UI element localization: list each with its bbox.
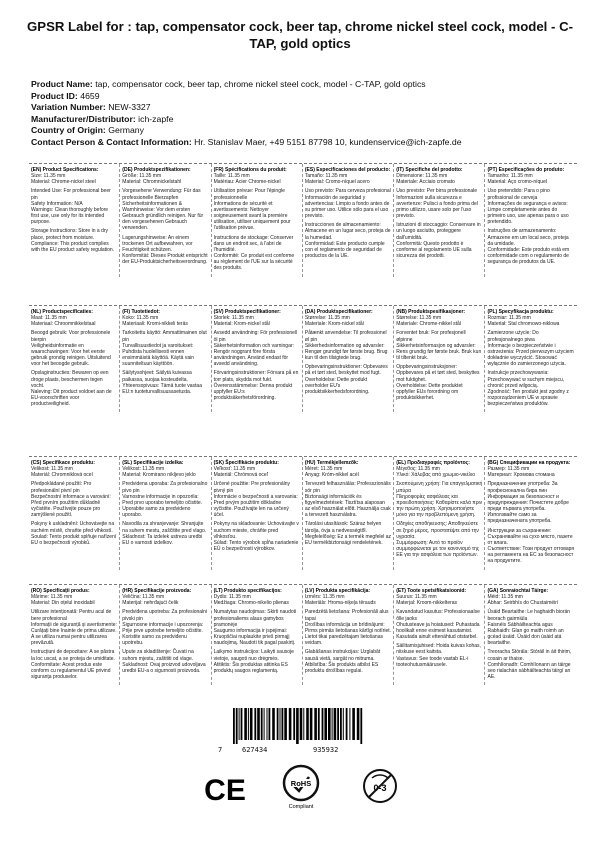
language-heading: (HU) Termékjellemzők: — [304, 460, 359, 466]
language-heading: (DE) Produktspezifikationen: — [122, 167, 191, 173]
language-heading: (DA) Produktspecifikationer: — [304, 309, 373, 315]
spec-paragraph: Velikost: 11.35 mm Material: Kromirano nikljevo jeklo — [122, 466, 196, 479]
info-row — [31, 102, 576, 114]
language-heading: (PL) Specyfikacja produktu: — [487, 309, 554, 315]
barcode-bar — [280, 708, 281, 740]
spec-paragraph: Uso previsto: Para cerveza profesional Información de seguridad y advertencias: Limpio a fondo antes de su primer uso. Utilice sólo para el uso previsto. — [304, 188, 391, 220]
info-label: Product ID: — [31, 90, 78, 101]
barcode-bar — [349, 708, 350, 740]
spec-paragraph: Uso previsto: Per birra professionale Informazioni sulla sicurezza e avvertenze: Pulisci a fondo prima del primo utilizzo, usare solo per l'uso previsto. — [396, 188, 478, 220]
barcode-bar — [236, 708, 238, 744]
spec-paragraph: Maat: 11.35 mm Materiaal: Chroomnikkelstaal — [31, 315, 96, 328]
spec-paragraph: Laikymo instrukcijos: Laikyti sausoje vietoje, saugoti nuo drėgmės. Atitiktis: Šis produktas atitinka ES produktų saugos reglamentą. — [213, 649, 294, 674]
spec-paragraph: Pokyny na skladovanie: Uchovávajte v suchom mieste, chráňte pred vlhkosťou. Súlad: Tento výrobok spĺňa nariadenie EÚ o bezpečnosti výrobkov. — [213, 521, 299, 553]
spec-paragraph: Størrelse: 11.35 mm Materiale: Chrome-nikkel stål — [396, 315, 461, 328]
spec-paragraph: Säilytysohjeet: Säilytä kuivassa paikassa, suojaa kosteudelta. Yhteensopivuus: Tämä tuote vastaa EU:n tuoteturvallisuusasetusta. — [122, 370, 202, 395]
info-label: Manufacturer/Distributor: — [31, 113, 136, 124]
barcode-bar — [244, 708, 247, 740]
barcode-bar — [314, 708, 317, 740]
language-spec-block — [212, 164, 303, 277]
barcode-bar — [269, 708, 271, 740]
barcode-bar — [346, 708, 348, 740]
spec-paragraph: Tárolási utasítások: Száraz helyen tárolja, óvja a nedvességtől. Megfelelőség: Ez a termék megfelel az EU termékbiztonsági rendeletének. — [304, 521, 392, 546]
spec-paragraph: Určené použitie: Pre profesionálny pivný pin Informácie o bezpečnosti a varovania: Pred prvým použitím dôkladne vyčistite. Používajte len na určený účel. — [213, 481, 298, 519]
barcode-bar — [328, 708, 331, 740]
barcode-bar — [310, 708, 313, 740]
language-heading: (PT) Especificações do produto: — [487, 167, 565, 173]
barcode-bar — [324, 708, 327, 740]
barcode-bar — [332, 708, 333, 740]
info-label: Country of Origin: — [31, 125, 106, 136]
language-heading: (SV) Produktspecifikationer: — [213, 309, 281, 315]
spec-paragraph: Storage Instructions: Store in a dry place, protect from moisture. Compliance: This product complies with the EU product safety regulation. — [31, 228, 115, 253]
language-heading: (LT) Produkto specifikacijos: — [213, 588, 282, 594]
spec-paragraph: Utilizare intenționată: Pentru acul de bere profesional Informații de siguranță și avertismente: Curățați bine înainte de prima utilizare. A se utiliza numai pentru utilizarea prevăzută. — [31, 609, 117, 647]
ce-mark-text: CE — [204, 774, 246, 804]
spec-paragraph: Istruzioni di stoccaggio: Conservare in un luogo asciutto, proteggere dall'umidità. Conformità: Questo prodotto è conforme al regolamento UE sulla sicurezza dei prodotti. — [396, 222, 481, 260]
language-heading: (SK) Špecifikácie produktu: — [213, 460, 279, 466]
language-spec-block — [394, 164, 485, 277]
spec-paragraph: Pokyny k uskladnění: Uchovávejte na suchém místě, chraňte před vlhkostí. Soulad: Tento produkt splňuje nařízení EU o bezpečnosti výrobků. — [31, 521, 117, 546]
barcode-bar — [340, 708, 342, 740]
language-heading: (EN) Product Specifications: — [31, 167, 99, 173]
language-spec-block — [303, 585, 394, 685]
barcode-bar — [250, 708, 253, 740]
info-value: Germany — [108, 125, 144, 136]
age-range-text: 0-3 — [373, 783, 387, 793]
barcode-bar — [296, 708, 299, 744]
spec-paragraph: Suurus: 11.35 mm Materjal: Kroom-nikkelteras — [396, 594, 458, 607]
barcode-left-digits: 627434 — [242, 746, 268, 754]
spec-paragraph: Veličina: 11.35 mm Materijal: nehrđajući čelik — [122, 594, 179, 607]
info-value: 4659 — [80, 90, 100, 101]
language-spec-block — [29, 457, 120, 570]
spec-paragraph: Rozmiar: 11.35 mm Materiał: Stal chromowo-niklowa — [487, 315, 560, 328]
barcode-bar — [254, 708, 256, 740]
language-spec-block — [29, 164, 120, 277]
info-row — [31, 114, 576, 126]
spec-paragraph: Förvaringsinstruktioner: Förvara på en torr plats, skydda mot fukt. Överensstämmelse: Denna produkt uppfyller EU:s produktsäkerhetsförordning. — [213, 370, 299, 402]
spec-paragraph: Uso pretendido: Para o pino profissional de cerveja Informações de segurança e avisos: Limpe completamente antes do primeiro uso, use apenas para o uso pretendido. — [487, 188, 569, 226]
language-heading: (LV) Produkta specifikācija: — [304, 588, 371, 594]
language-heading: (ET) Toote spetsifikatsioonid: — [396, 588, 467, 594]
barcode-bar — [267, 708, 268, 740]
language-heading: (BG) Спецификации на продукта: — [487, 460, 571, 466]
spec-paragraph: Utilisation prévue: Pour l'épingle professionnelle Informations de sécurité et avertissements: Nettoyer soigneusement avant la première utilisation, utiliser uniquement pour l'utilisation prévue. — [213, 188, 291, 232]
barcode-bar — [233, 708, 235, 744]
spec-paragraph: Dimensione: 11.35 mm Materiale: Acciaio cromato — [396, 173, 455, 186]
spec-paragraph: Instruções de armazenamento: Armazene em um local seco, proteja da umidade. Conformidade: Este produto está em conformidade com o regulamento de segurança de produtos da UE. — [487, 228, 570, 266]
barcode-bar — [343, 708, 344, 740]
spec-paragraph: Dydis: 11.35 mm Medžiaga: Chromo-nikelio plienas — [213, 594, 289, 607]
spec-paragraph: Größe: 11.35 mm Material: Chromnickelstahl — [122, 173, 182, 186]
barcode-bar — [357, 708, 360, 740]
spec-paragraph: Tervezett felhasználás: Professzionális sör pin Biztonsági információk és figyelmeztetések: Tisztítsa alaposan az első használat előtt. Használja csak a tervezett használatra. — [304, 481, 391, 519]
spec-paragraph: Størrelse: 11.35 mm Materiale: Krom-nickel stål — [304, 315, 364, 328]
spec-paragraph: Tamanho: 11.35 mm Material: Aço cromo-níquel — [487, 173, 547, 186]
language-spec-block — [212, 306, 303, 412]
spec-paragraph: Kavandatud kasutus: Professionaalse õlle jaoks Ohutusteave ja hoiatused: Puhastada hoolikalt enne esimest kasutamist. Kasutada ainult ettenähtud otstarbel. — [396, 609, 480, 641]
language-heading: (NL) Productspecificaties: — [31, 309, 93, 315]
language-heading: (EL) Προδιαγραφές προϊόντος: — [396, 460, 470, 466]
barcode-bar — [277, 708, 279, 740]
info-value: tap, compensator cock, beer tap, chrome nickel steel cock, model - C-TAP, gold optics — [95, 79, 426, 89]
product-info-block — [31, 79, 576, 149]
language-heading: (NB) Produktspesifikasjoner: — [396, 309, 466, 315]
language-spec-block — [394, 306, 485, 412]
spec-paragraph: Oppbevaringsinstruksjoner: Oppbevares på et tørt sted, beskyttes mot fuktighet. Overholdelse: Dette produktet oppfyller EUs forordning om produktsikkerhet. — [396, 364, 480, 402]
language-spec-block — [303, 306, 394, 412]
spec-paragraph: Tarkoitettu käyttö: Ammattimainen olut pin Turvallisuustiedot ja varoitukset: Puhdista huolellisesti ennen ensimmäistä käyttöä. Käytä vain suunniteltuun käyttöön. — [122, 330, 207, 368]
language-spec-block — [485, 457, 576, 570]
barcode — [227, 708, 367, 744]
language-spec-block — [120, 306, 211, 412]
barcode-bar — [272, 708, 275, 740]
spec-row — [29, 456, 577, 570]
ce-mark-icon — [203, 774, 247, 804]
language-heading: (RO) Specificații produs: — [31, 588, 90, 594]
spec-row — [29, 163, 577, 277]
age-warning-icon — [362, 768, 398, 804]
spec-paragraph: Navodila za shranjevanje: Shranjujte na suhem mestu, zaščitite pred vlago. Skladnost: Ta izdelek ustreza uredbi EU o varnosti izdelkov. — [122, 521, 207, 546]
spec-paragraph: Instructions de stockage: Conserver dans un endroit sec, à l'abri de l'humidité. Conformité: Ce produit est conforme au règlement de l'UE sur la sécurité des produits. — [213, 234, 295, 272]
spec-paragraph: Forventet bruk: For profesjonell ølpinne Sikkerhetsinformasjon og advarsler: Rens grundig før første bruk. Bruk kun til tiltenkt bruk. — [396, 330, 482, 362]
spec-paragraph: Zamierzone użycie: Do profesjonalnego piwa Informacje o bezpieczeństwie i ostrzeżenia: Przed pierwszym użyciem dokładnie wyczyścić. Stosować wyłącznie do zamierzonego użycia. — [487, 330, 574, 368]
spec-paragraph: Paredzētā lietošana: Profesionāli alus tapai Drošības informācija un brīdinājumi: Pirms pirmās lietošanas kārtīgi notīriet. Lietot tikai paredzētajam lietošanas veidam. — [304, 609, 392, 647]
spec-paragraph: Treoracha Stórála: Stóráil in áit thirim, cosain ar thaise. Comhlíonadh: Comhlíonann an táirge seo rialachán sábháilteachta táirgí an AE. — [487, 649, 572, 681]
info-value: Hr. Stanislav Maer, +49 5151 87798 10, kundenservice@ich-zapfe.de — [194, 136, 462, 147]
info-row — [31, 137, 576, 149]
language-spec-block — [303, 457, 394, 570]
language-spec-block — [394, 457, 485, 570]
language-spec-block — [485, 164, 576, 277]
barcode-bar — [289, 708, 292, 740]
language-spec-block — [120, 585, 211, 685]
page-title: GPSR Label for : tap, compensator cock, beer tap, chrome nickel steel cock, model - C-TAP, gold optics — [27, 19, 573, 51]
language-heading: (HR) Specifikacije proizvoda: — [122, 588, 192, 594]
spec-paragraph: Izmērs: 11.35 mm Materiāls: Hroma-niķeļa tērauds — [304, 594, 376, 607]
spec-paragraph: Taille: 11.35 mm Matériau: Acier Chrome-nickel — [213, 173, 281, 186]
barcode-bar — [241, 708, 243, 740]
barcode-bar — [322, 708, 324, 740]
spec-paragraph: Velikost: 11.35 mm Materiál: Chromniklová ocel — [31, 466, 93, 479]
spec-row — [29, 305, 577, 412]
barcode-bar — [360, 708, 362, 744]
spec-paragraph: Numatytas naudojimas: Skirti naudoti profesionaliems alaus gamybos pramonėje Saugumo informacija ir įspėjimai: Kruopščiai nuplaukite prieš pirmąjį naudojimą. Naudoti tik pagal paskirtį. — [213, 609, 297, 647]
barcode-bar — [318, 708, 320, 740]
barcode-bar — [334, 708, 337, 740]
spec-paragraph: Instrukcje przechowywania: Przechowywać w suchym miejscu, chronić przed wilgocią. Zgodność: Ten produkt jest zgodny z rozporządzeniem UE w sprawie bezpieczeństwa produktów. — [487, 370, 569, 408]
barcode-bar — [337, 708, 339, 740]
barcode-bar — [264, 708, 265, 740]
spec-paragraph: Intended Use: For professional beer pin Safety Information: N/A Warnings: Clean thoroughly before first use, use only for its intended purpose. — [31, 188, 111, 226]
language-spec-block — [29, 306, 120, 412]
barcode-bar — [248, 708, 249, 740]
barcode-bar — [306, 708, 309, 740]
language-spec-block — [485, 306, 576, 412]
spec-paragraph: Tamaño: 11.35 mm Material: Cromo-níquel acero — [304, 173, 370, 186]
info-row — [31, 125, 576, 137]
barcode-bar — [284, 708, 287, 740]
language-spec-block — [212, 585, 303, 685]
barcode-bar — [293, 708, 295, 740]
spec-paragraph: Mărime: 11.35 mm Material: Din oțelul inoxidabil — [31, 594, 95, 607]
rohs-label: RoHS — [290, 779, 312, 788]
spec-paragraph: Size: 11.35 mm Material: Chrome-nickel steel — [31, 173, 96, 186]
spec-paragraph: Opbevaringsinstruktioner: Opbevares på et tørt sted, beskyttet mod fugt. Overholdelse: Dette produkt overholder EU's produktsikkerhedsforordning. — [304, 364, 388, 395]
spec-paragraph: Σκοπούμενη χρήση: Για επαγγελματική μπύρα Πληροφορίες ασφάλειας και προειδοποιήσεις: Καθαρίστε καλά πριν την πρώτη χρήση. Χρησιμοποιήστε μόνο για την προβλεπόμενη χρήση. — [396, 481, 483, 519]
spec-paragraph: Avsedd användning: För professionell öl pin Säkerhetsinformation och varningar: Rengör noggrant före första användningen. Använd endast för avsedd användning. — [213, 330, 298, 368]
language-heading: (IT) Specifiche del prodotto: — [396, 167, 463, 173]
barcode-bar — [239, 708, 240, 740]
label-footer — [0, 708, 600, 848]
language-heading: (FI) Tuotetiedot: — [122, 309, 160, 315]
info-row — [31, 91, 576, 103]
spec-paragraph: Beoogd gebruik: Voor professionele bierpin Veiligheidsinformatie en waarschuwingen: Voor het eerste gebruik grondig reinigen. Uitsluitend voor het beoogde gebruik. — [31, 330, 111, 368]
spec-paragraph: Instrucciones de almacenamiento: Almacene en un lugar seco, proteja de la humedad. Conformidad: Este producto cumple con el reglamento de seguridad de productos de la UE. — [304, 222, 391, 260]
spec-paragraph: Veľkosť: 11.35 mm Materiál: Chrómová oceľ — [213, 466, 269, 479]
barcode-bar — [352, 708, 355, 740]
spec-paragraph: Påtænkt anvendelse: Til professionel øl pin Sikkerhedsinformation og advarsler: Rengør grundigt før første brug. Brug kun til den tilsigtede brug. — [304, 330, 388, 362]
spec-paragraph: Размер: 11.35 mm Материал: Хромова стомана — [487, 466, 555, 479]
spec-paragraph: Μέγεθος: 11.35 mm Υλικό: Χάλυβας από χρωμιο-νικέλιο — [396, 466, 476, 479]
barcode-bar — [261, 708, 263, 740]
spec-paragraph: Opslaginstructies: Bewaren op een droge plaats, beschermen tegen vocht. Naleving: Dit product voldoet aan de EU-voorschriften voor productveiligheid. — [31, 370, 112, 408]
spec-paragraph: Předpokládané použití: Pro profesionální pivní pin Bezpečnostní informace a varování: Před prvním použitím důkladně vyčistěte. Používejte pouze pro zamýšlené použití. — [31, 481, 111, 519]
spec-paragraph: Predviđena upotreba: Za profesionalni pivski pin Sigurnosne informacije i upozorenja: Prije prve upotrebe temeljito očistite. Koristite samo za predviđenu upotrebu. — [122, 609, 208, 647]
language-spec-block — [394, 585, 485, 685]
spec-paragraph: Säilitamisjuhised: Hoida kuivas kohas, niiskuse eest kaitsta. Vastavus: See toode vastab EL-i tooteohutusmäärusele. — [396, 643, 481, 668]
info-label: Contact Person & Contact Information: — [31, 136, 192, 147]
barcode-first-digit: 7 — [218, 746, 223, 754]
info-row — [31, 79, 576, 91]
barcode-bar — [282, 708, 284, 740]
spec-paragraph: Vorgesehene Verwendung: Für das professionelle Bierzapfen Sicherheitsinformationen & Warnhinweise: Vor dem ersten Gebrauch gründlich reinigen. Nur für den vorgesehenen Gebrauch verwenden. — [122, 188, 204, 232]
language-spec-block — [29, 585, 120, 685]
spec-row — [29, 584, 577, 685]
language-spec-block — [120, 457, 211, 570]
barcode-bar — [303, 708, 304, 740]
rohs-sub-label: Compliant — [288, 804, 314, 810]
spec-paragraph: Instrucțiuni de depozitare: A se păstra la loc uscat, a se proteja de umiditate. Conformitate: Acest produs este conform cu regulamentul UE privind siguranța produselor. — [31, 649, 115, 681]
barcode-right-digits: 935932 — [313, 746, 339, 754]
info-value: ich-zapfe — [138, 113, 174, 124]
language-heading: (GA) Sonraíochtaí Táirge: — [487, 588, 549, 594]
spec-paragraph: Οδηγίες αποθήκευσης: Αποθηκεύστε σε ξηρό μέρος, προστατέψτε από την υγρασία. Συμμόρφωση: Αυτό το προϊόν συμμορφώνεται με τον κανονισμό της ΕΕ για την ασφάλεια των προϊόντων. — [396, 521, 480, 559]
language-spec-block — [120, 164, 211, 277]
spec-paragraph: Upute za skladištenje: Čuvati na suhom mjestu, zaštititi od vlage. Sukladnost: Ovaj proizvod udovoljava uredbi EU-a o sigurnosti proizvoda. — [122, 649, 206, 674]
spec-paragraph: Lagerungshinweise: An einem trockenen Ort aufbewahren, vor Feuchtigkeit schützen. Konformität: Dieses Produkt entspricht der EU-Produktsicherheitsverordnung. — [122, 234, 208, 266]
language-spec-block — [212, 457, 303, 570]
info-label: Variation Number: — [31, 102, 106, 113]
spec-paragraph: Инструкции за съхранение: Съхранявайте на сухо място, пазете от влага. Съответствие: Този продукт отговаря на регламента на ЕС за безопасност на продуктите. — [487, 527, 575, 565]
info-label: Product Name: — [31, 79, 93, 89]
rohs-compliant-icon — [282, 764, 320, 810]
language-heading: (SL) Specifikacije izdelka: — [122, 460, 184, 466]
language-heading: (FR) Spécifications du produit: — [213, 167, 287, 173]
info-value: NEW-3327 — [108, 102, 151, 113]
language-spec-block — [303, 164, 394, 277]
language-heading: (ES) Especificaciones del producto: — [304, 167, 391, 173]
spec-paragraph: Úsáid Beartaithe: Le haghaidh biorán beorach gairmiúla Faisnéis Sábháilteachta agus Rabhaidh: Glan go maith roimh an gcéad úsáid. Úsáid don úsáid atá beartaithe. — [487, 609, 571, 647]
language-spec-block — [485, 585, 576, 685]
spec-paragraph: Glabāšanas instrukcijas: Uzglabāt sausā vietā, sargāt no mitruma. Atbilstība: Šis produkts atbilst ES produktu drošības regulai. — [304, 649, 381, 674]
language-heading: (CS) Specifikace produktu: — [31, 460, 95, 466]
spec-paragraph: Koko: 11.35 mm Materiaali: Kromi-nikkeli teräs — [122, 315, 188, 328]
spec-paragraph: Предназначение употреба: За професионална бира пин Информация за безопасност и предупреждения: Почистете добре преди първата употреба. Използвайте само за предназначената употреба. — [487, 481, 569, 525]
spec-paragraph: Storlek: 11.35 mm Material: Krom-nickel stål — [213, 315, 270, 328]
spec-paragraph: Predvidena uporaba: Za profesionalno pivo pin Varnostne informacije in opozorila: Pred prvo uporabo temeljito očistite. Uporabite samo za predvideno uporabo. — [122, 481, 208, 519]
spec-paragraph: Méret: 11.35 mm Anyag: Króm-nikkel acél — [304, 466, 359, 479]
spec-paragraph: Méid: 11.35 mm Ábhar: Seirbhís do Chustaiméirí — [487, 594, 559, 607]
barcode-bar — [300, 708, 303, 740]
barcode-bar — [257, 708, 260, 740]
